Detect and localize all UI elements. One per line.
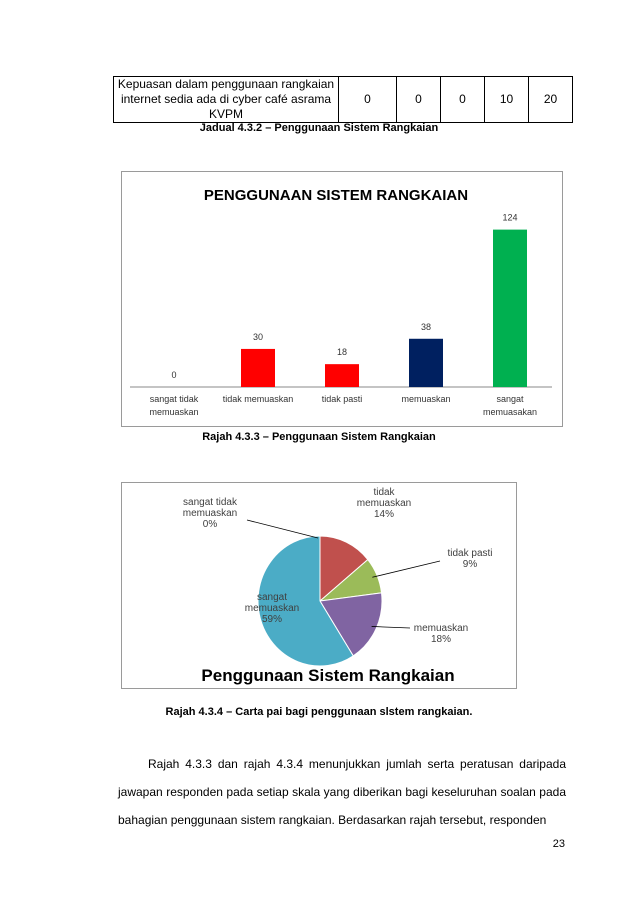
- pie-chart-caption: Rajah 4.3.4 – Carta pai bagi penggunaan slstem rangkaian.: [165, 706, 473, 718]
- table-cell: 0: [441, 77, 485, 123]
- pie-leader-line: [372, 626, 410, 628]
- pie-slice-label: tidak: [373, 487, 395, 498]
- bar-category-label: tidak pasti: [321, 394, 363, 404]
- pie-slice-label: 59%: [261, 614, 283, 625]
- table-row: [114, 77, 573, 123]
- bar-data-label: 0: [171, 370, 177, 380]
- bar-data-label: 30: [252, 331, 264, 342]
- bar-chart: [122, 172, 562, 426]
- bar-chart-title: PENGGUNAAN SISTEM RANGKAIAN: [203, 187, 469, 204]
- pie-slice-label: memuaskan: [356, 498, 412, 509]
- bar-category-label: sangat tidak: [149, 394, 199, 404]
- bar-data-label: 18: [336, 347, 348, 358]
- bar-chart-frame: [121, 171, 563, 427]
- paragraph-text: Rajah 4.3.3 dan rajah 4.3.4 menunjukkan jumlah serta peratusan daripada jawapan responden pada setiap skala yang diberikan bagi keseluruhan soalan pada bahagian penggunaan sistem rangkaian. Berdasarkan rajah tersebut, responden: [118, 757, 566, 827]
- bar-category-label: sangat: [496, 394, 524, 404]
- pie-slice-label: 14%: [373, 509, 395, 520]
- pie-chart-title: Penggunaan Sistem Rangkaian: [201, 666, 455, 685]
- pie-leader-line: [372, 561, 440, 577]
- pie-chart: [122, 483, 516, 688]
- bar: [241, 349, 275, 387]
- pie-slice-label: tidak pasti: [447, 548, 493, 559]
- pie-slice-label: memuaskan: [244, 603, 300, 614]
- pie-slice-label: 0%: [202, 519, 218, 530]
- body-paragraph: [118, 750, 566, 834]
- table-cell: 0: [339, 77, 397, 123]
- pie-chart-frame: [121, 482, 517, 689]
- bar-category-label: memuaskan: [401, 394, 451, 404]
- bar-chart-caption: Rajah 4.3.3 – Penggunaan Sistem Rangkaian: [202, 431, 436, 443]
- bar: [325, 364, 359, 387]
- bar: [409, 339, 443, 387]
- table-cell: 20: [529, 77, 573, 123]
- pie-slice-label: sangat tidak: [183, 497, 237, 508]
- bar-data-label: 38: [420, 321, 432, 332]
- bar-category-label: memuasakan: [482, 407, 538, 417]
- pie-slice-label: memuaskan: [413, 623, 469, 634]
- pie-slice-label: 18%: [430, 634, 452, 645]
- results-table: [113, 76, 573, 123]
- bar-category-label: memuaskan: [149, 407, 199, 417]
- pie-slice-label: sangat: [256, 592, 288, 603]
- bar-data-label: 124: [502, 212, 518, 223]
- pie-slice-label: 9%: [462, 559, 478, 570]
- bar: [493, 230, 527, 387]
- table-cell: 0: [397, 77, 441, 123]
- bar-category-label: tidak memuaskan: [222, 394, 294, 404]
- pie-slice-label: memuaskan: [182, 508, 238, 519]
- table-caption: Jadual 4.3.2 – Penggunaan Sistem Rangkaian: [199, 122, 439, 134]
- page-number: 23: [552, 838, 565, 850]
- pie-leader-line: [247, 520, 318, 538]
- table-cell: 10: [485, 77, 529, 123]
- table-row-label: Kepuasan dalam penggunaan rangkaian internet sedia ada di cyber café asrama KVPM: [114, 77, 339, 123]
